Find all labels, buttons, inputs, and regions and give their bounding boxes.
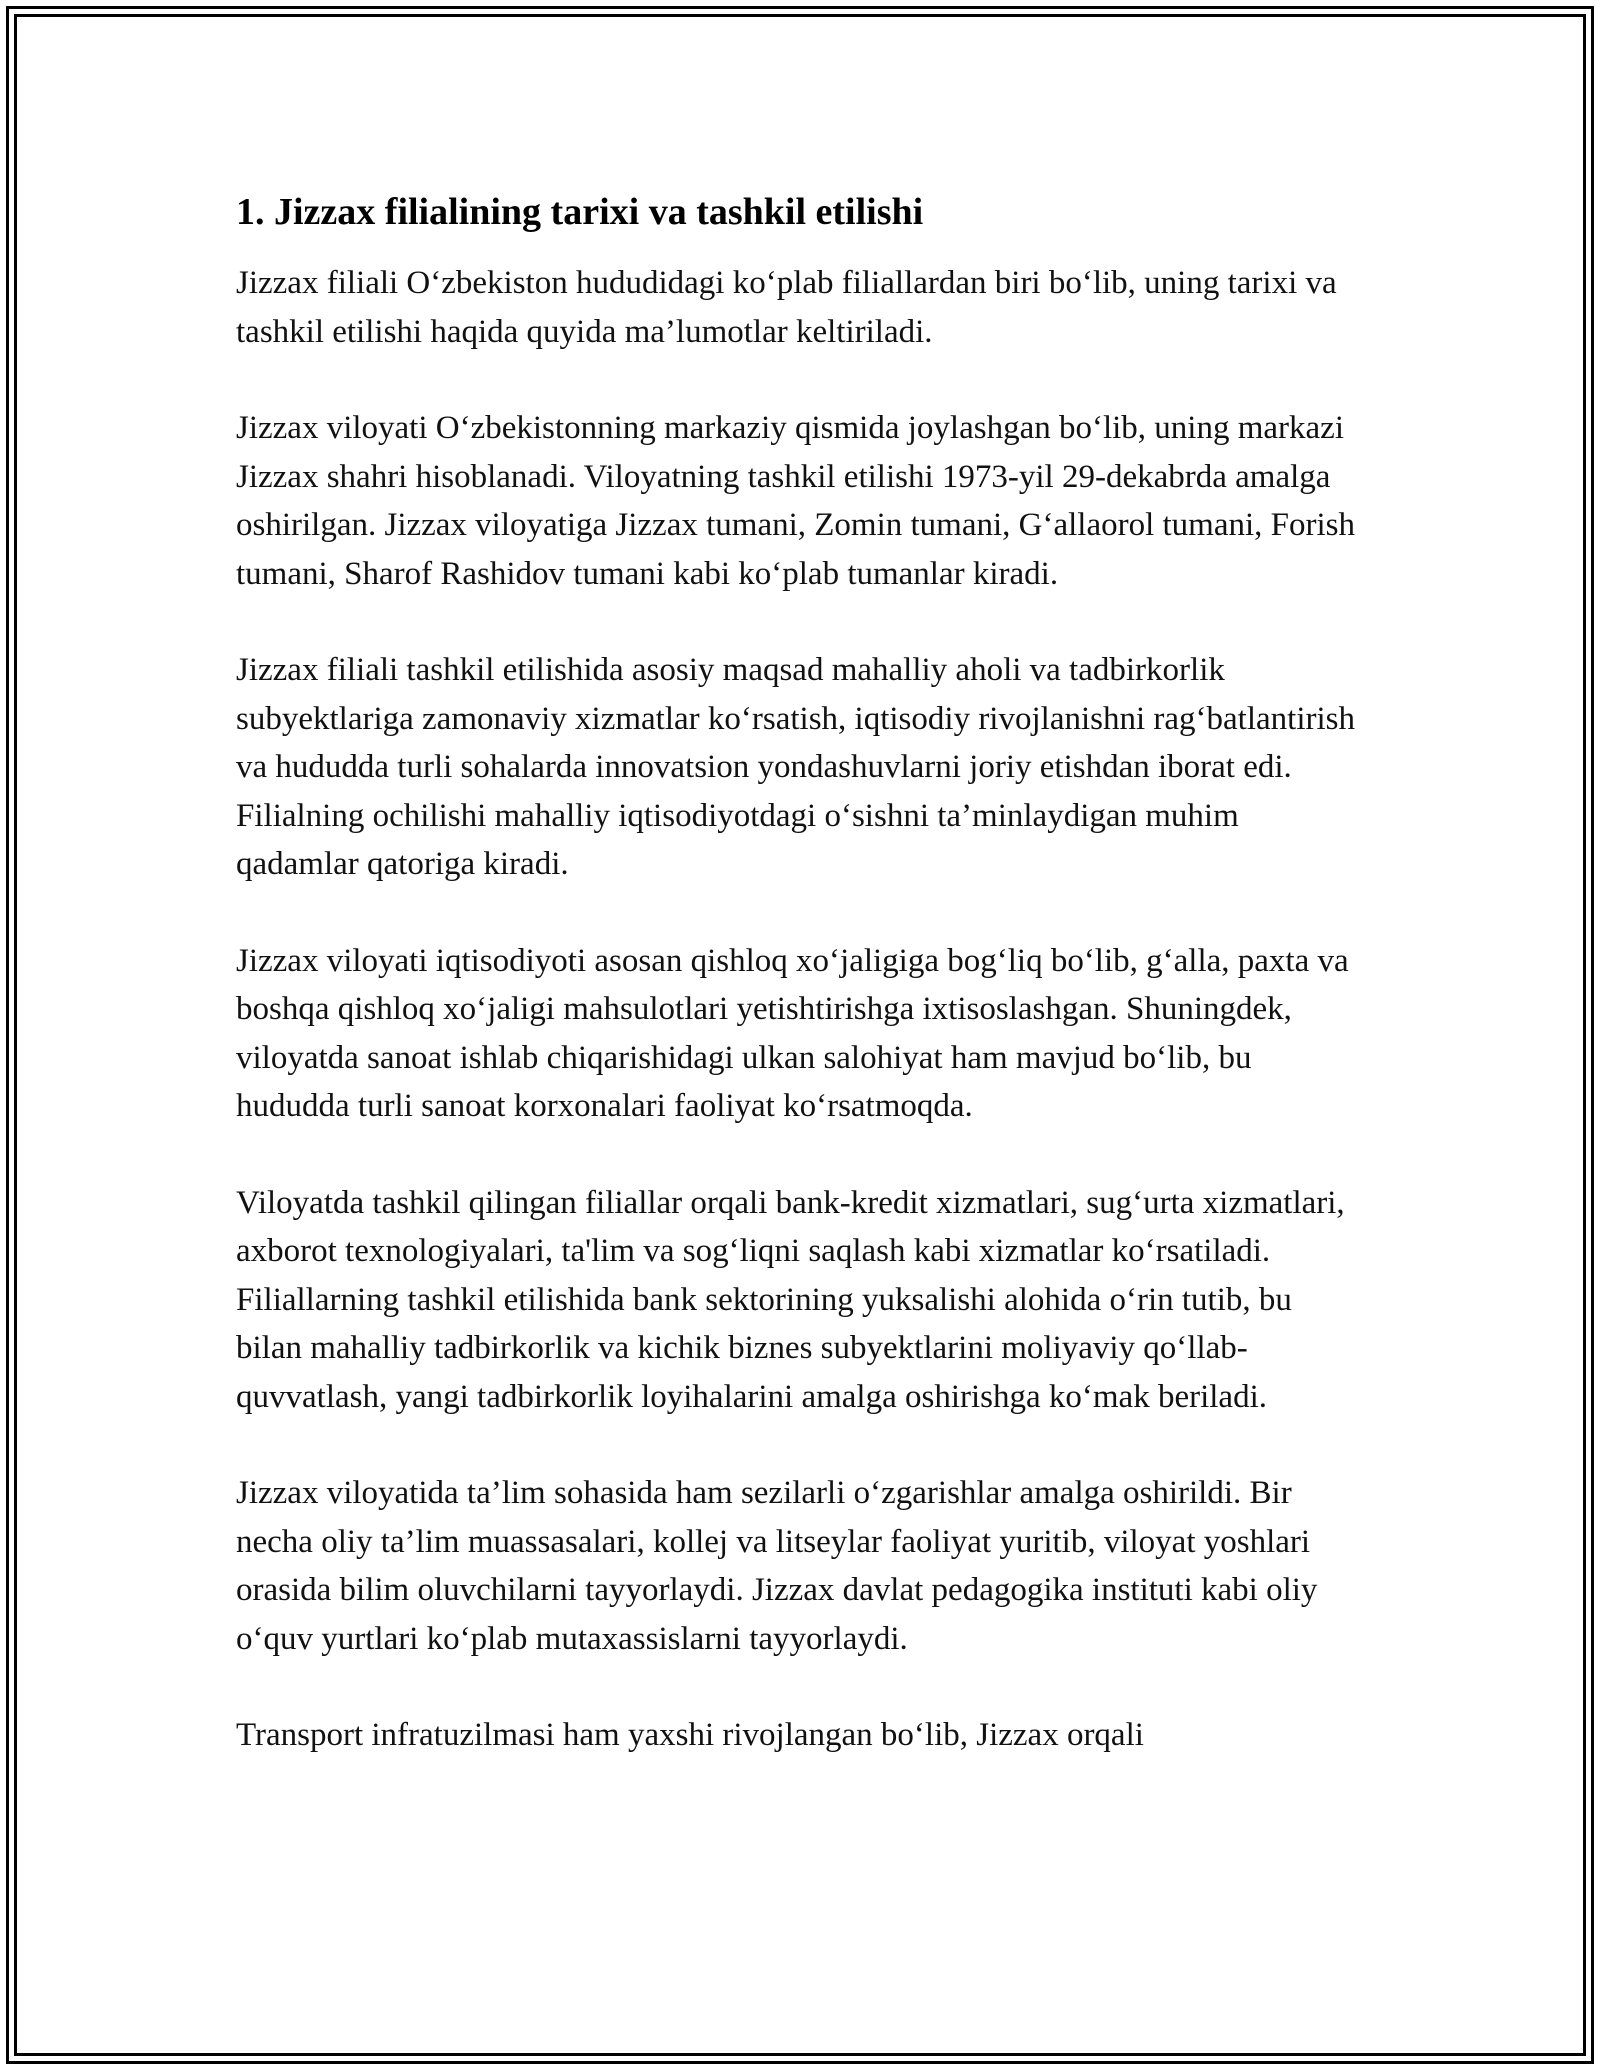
paragraph-education: Jizzax viloyatida ta’lim sohasida ham sezilarli o‘zgarishlar amalga oshirildi. Bir necha oliy ta’lim muassasalari, kollej va litseylar faoliyat yuritib, viloyat yoshlari orasida bilim oluvchilarni tayyorlaydi. Jizzax davlat pedagogika instituti kabi oliy o‘quv yurtlari ko‘plab mutaxassislarni tayyorlaydi. — [236, 1475, 1318, 1657]
document-body — [236, 188, 1366, 1808]
paragraph-services: Viloyatda tashkil qilingan filiallar orqali bank-kredit xizmatlari, sug‘urta xizmatlari, axborot texnologiyalari, ta'lim va sog‘liqni saqlash kabi xizmatlar ko‘rsatiladi. Filiallarning tashkil etilishida bank sektorining yuksalishi alohida o‘rin tutib, bu bilan mahalliy tadbirkorlik va kichik biznes subyektlarini moliyaviy qo‘llab-quvvatlash, yangi tadbirkorlik loyihalarini amalga oshirishga ko‘mak beriladi. — [236, 1184, 1345, 1415]
paragraph-transport: Transport infratuzilmasi ham yaxshi rivojlangan bo‘lib, Jizzax orqali — [236, 1717, 1144, 1753]
paragraph-intro: Jizzax filiali O‘zbekiston hududidagi ko‘plab filiallardan biri bo‘lib, uning tarixi va tashkil etilishi haqida quyida ma’lumotlar keltiriladi. — [236, 265, 1337, 350]
paragraph-branch-purpose: Jizzax filiali tashkil etilishida asosiy maqsad mahalliy aholi va tadbirkorlik subyektlariga zamonaviy xizmatlar ko‘rsatish, iqtisodiy rivojlanishni rag‘batlantirish va hududda turli sohalarda innovatsion yondashuvlarni joriy etishdan iborat edi. Filialning ochilishi mahalliy iqtisodiyotdagi o‘sishni ta’minlaydigan muhim qadamlar qatoriga kiradi. — [236, 652, 1355, 882]
paragraph-economy: Jizzax viloyati iqtisodiyoti asosan qishloq xo‘jaligiga bog‘liq bo‘lib, g‘alla, paxta va boshqa qishloq xo‘jaligi mahsulotlari yetishtirishga ixtisoslashgan. Shuningdek, viloyatda sanoat ishlab chiqarishidagi ulkan salohiyat ham mavjud bo‘lib, bu hududda turli sanoat korxonalari faoliyat ko‘rsatmoqda. — [236, 942, 1349, 1124]
section-heading: 1. Jizzax filialining tarixi va tashkil etilishi — [236, 191, 924, 233]
paragraph-region-overview: Jizzax viloyati O‘zbekistonning markaziy qismida joylashgan bo‘lib, uning markazi Jizzax shahri hisoblanadi. Viloyatning tashkil etilishi 1973-yil 29-dekabrda amalga oshirilgan. Jizzax viloyatiga Jizzax tumani, Zomin tumani, G‘allaorol tumani, Forish tumani, Sharof Rashidov tumani kabi ko‘plab tumanlar kiradi. — [236, 410, 1356, 592]
